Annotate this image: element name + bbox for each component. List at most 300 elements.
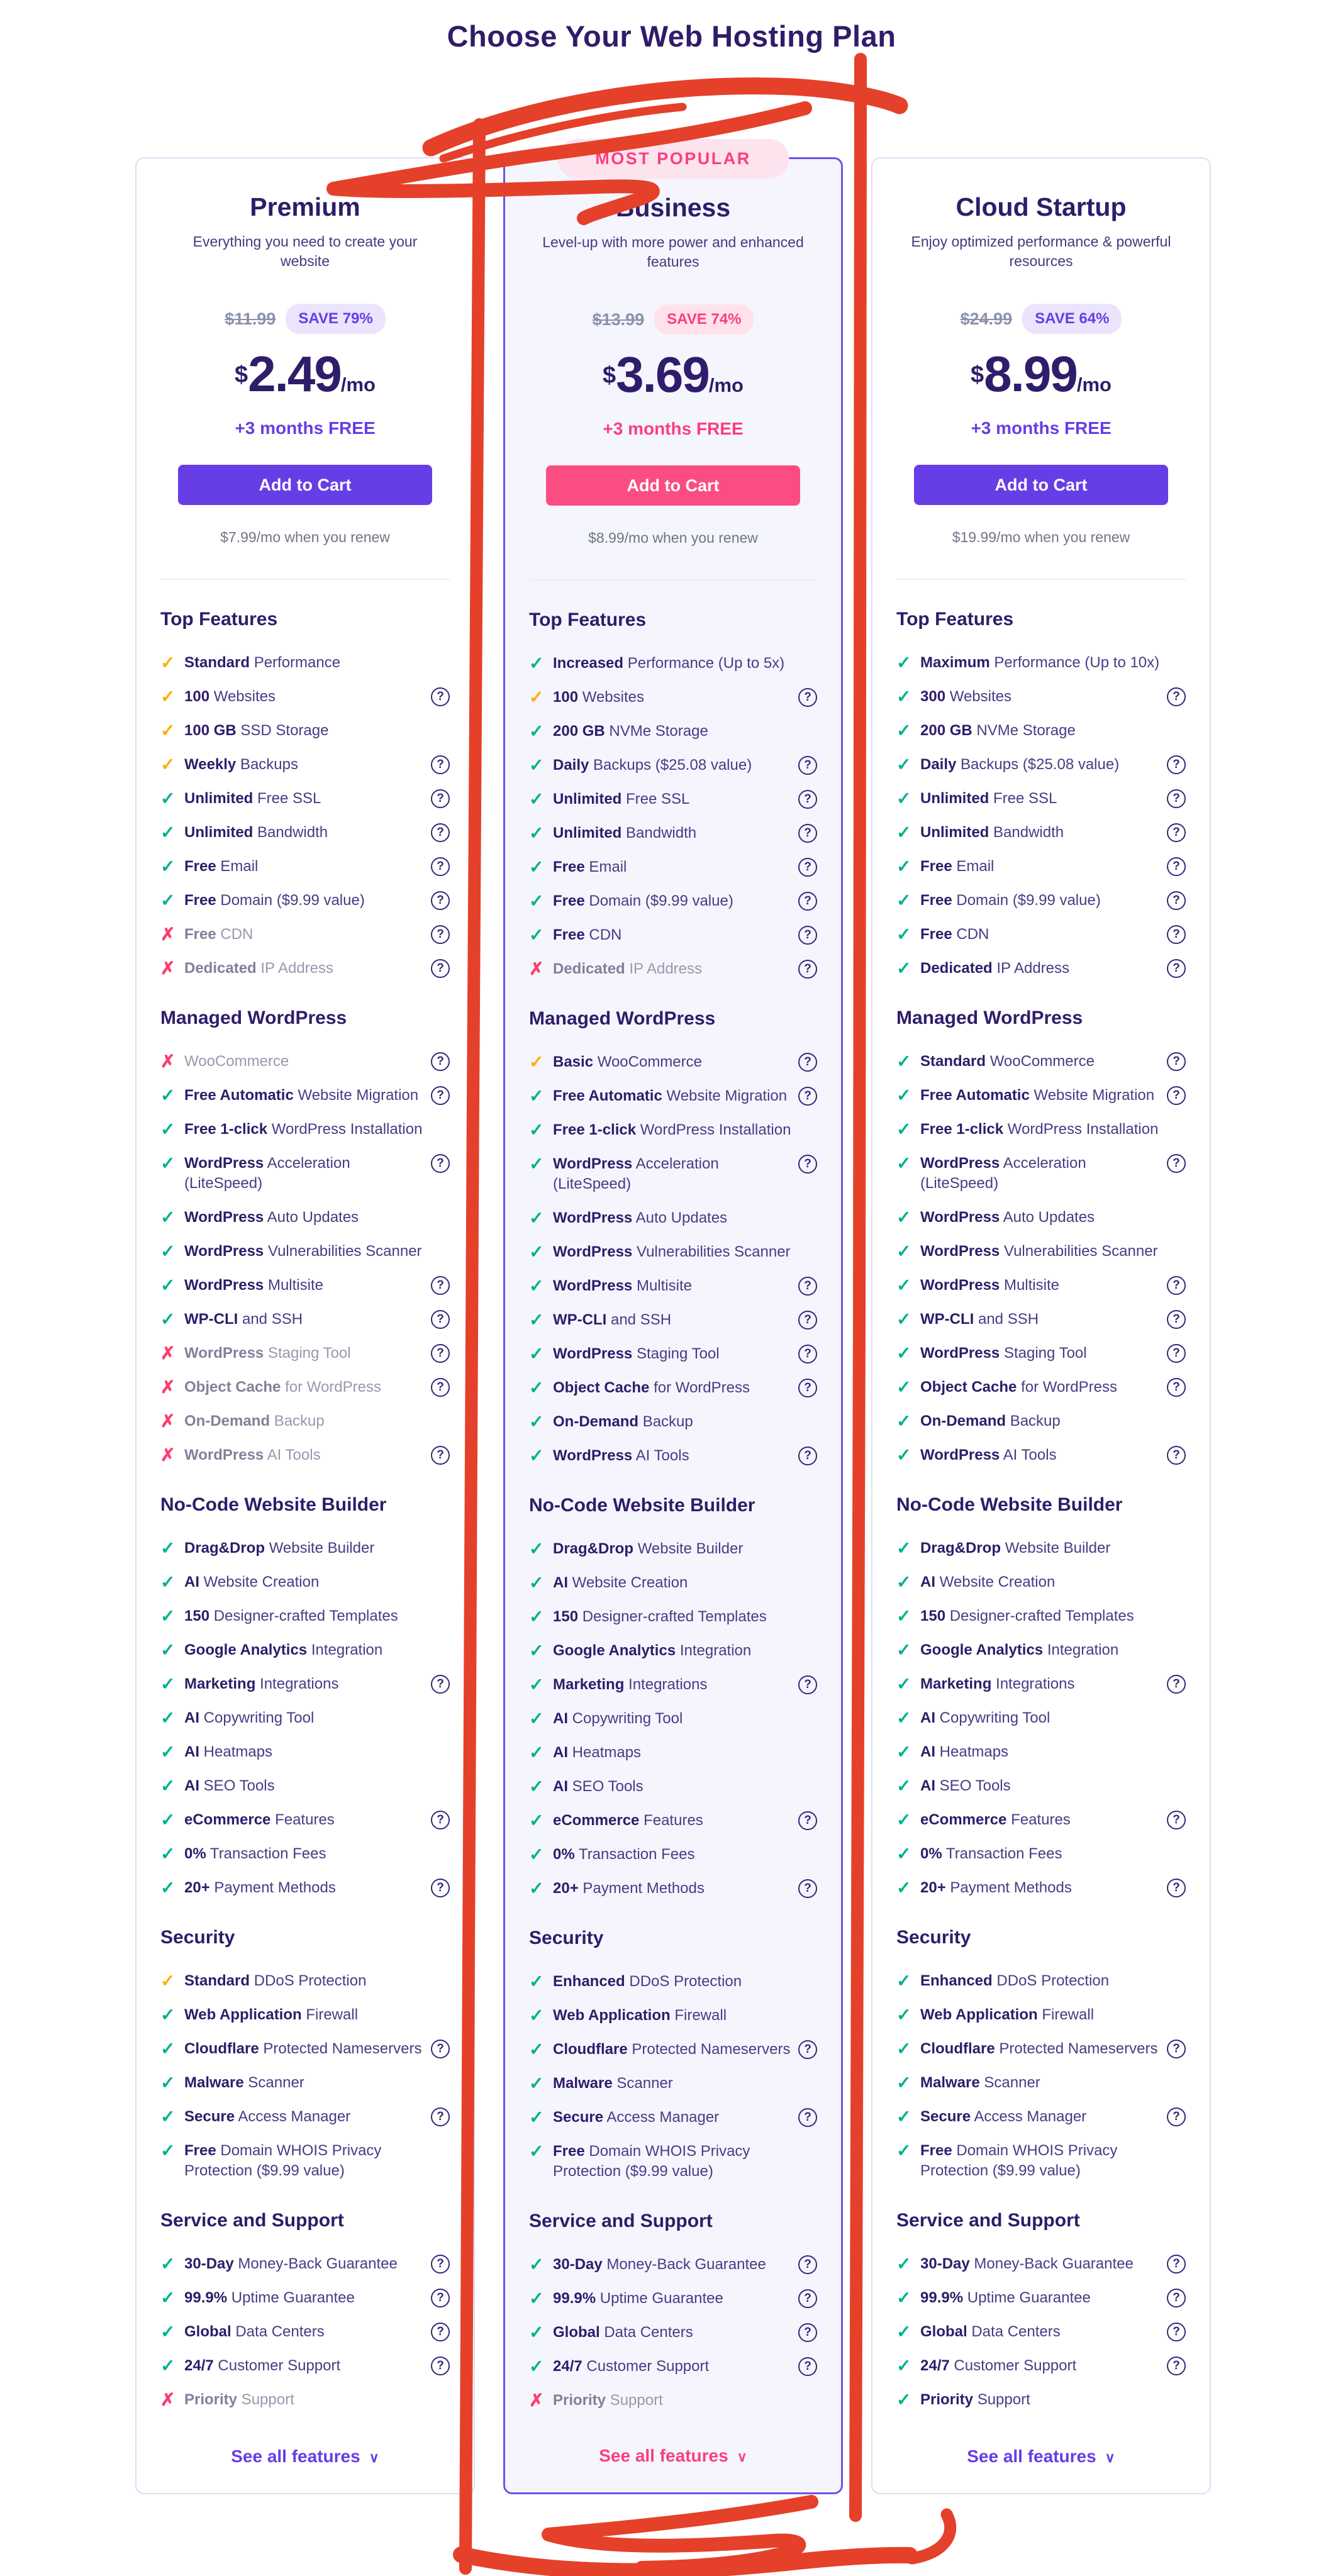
help-icon[interactable]: [431, 925, 450, 944]
renewal-price-note: $19.99/mo when you renew: [952, 529, 1130, 545]
help-icon[interactable]: [798, 1087, 817, 1106]
cross-icon: ✗: [160, 924, 176, 944]
help-icon[interactable]: [798, 824, 817, 843]
help-icon[interactable]: [798, 1155, 817, 1174]
help-icon[interactable]: [431, 1675, 450, 1694]
feature-row: [896, 823, 1186, 843]
feature-bold: Weekly: [184, 756, 237, 773]
plan-card: [503, 149, 843, 2494]
help-icon[interactable]: [431, 755, 450, 774]
feature-rest: Money-Back Guarantee: [238, 2255, 398, 2272]
feature-bold: Object Cache: [184, 1379, 281, 1396]
feature-rest: WordPress Installation: [1007, 1121, 1159, 1138]
feature-bold: 24/7: [920, 2357, 950, 2374]
feature-bold: WordPress: [553, 1345, 633, 1362]
feature-rest: DDoS Protection: [629, 1973, 742, 1990]
check-icon: ✓: [529, 1539, 544, 1558]
help-icon[interactable]: [798, 1345, 817, 1363]
feature-bold: Free Automatic: [920, 1087, 1030, 1104]
help-icon[interactable]: [1167, 2357, 1186, 2375]
check-icon: ✓: [529, 925, 544, 945]
feature-list: [529, 1052, 817, 1466]
feature-row: [896, 1445, 1186, 1465]
price-amount: 8.99: [984, 346, 1077, 402]
help-icon[interactable]: [1167, 1378, 1186, 1397]
feature-bold: Google Analytics: [184, 1641, 308, 1658]
help-icon[interactable]: [798, 2323, 817, 2342]
feature-bold: Daily: [553, 757, 589, 774]
feature-rest: Free SSL: [257, 790, 321, 807]
feature-row: [896, 653, 1186, 673]
feature-bold: Free: [920, 2142, 952, 2159]
section-heading: No-Code Website Builder: [896, 1494, 1123, 1515]
check-icon: ✓: [160, 1538, 176, 1558]
feature-list: [896, 2254, 1186, 2410]
check-icon: ✓: [896, 1810, 911, 1829]
feature-row: [896, 1119, 1186, 1140]
feature-row: [529, 1777, 817, 1797]
feature-rest: Uptime Guarantee: [967, 2289, 1091, 2306]
help-icon[interactable]: [798, 1311, 817, 1330]
help-icon[interactable]: [798, 2289, 817, 2308]
check-icon: ✓: [896, 1708, 911, 1728]
help-icon[interactable]: [1167, 959, 1186, 978]
feature-bold: Free 1-click: [920, 1121, 1004, 1138]
help-icon[interactable]: [431, 1276, 450, 1295]
help-icon[interactable]: [1167, 2107, 1186, 2126]
feature-rest: Customer Support: [586, 2358, 710, 2375]
feature-rest: Data Centers: [971, 2323, 1061, 2340]
feature-row: [160, 1208, 450, 1228]
check-icon: ✓: [160, 2322, 176, 2341]
currency-symbol: $: [971, 362, 984, 388]
feature-bold: eCommerce: [553, 1812, 640, 1829]
feature-row: [896, 1971, 1186, 1991]
feature-bold: Web Application: [920, 2006, 1038, 2023]
help-icon[interactable]: [431, 1344, 450, 1363]
section-heading: Security: [160, 1927, 235, 1948]
help-icon[interactable]: [798, 1879, 817, 1898]
check-icon: ✓: [529, 1378, 544, 1397]
section-heading: Top Features: [896, 609, 1014, 630]
help-icon[interactable]: [1167, 823, 1186, 842]
help-icon[interactable]: [798, 1379, 817, 1397]
check-icon: ✓: [896, 2390, 911, 2409]
feature-row: [529, 1607, 817, 1627]
help-icon[interactable]: [798, 1675, 817, 1694]
feature-bold: On-Demand: [184, 1413, 270, 1430]
feature-bold: 20+: [553, 1880, 579, 1897]
help-icon[interactable]: [431, 2289, 450, 2307]
feature-bold: Marketing: [553, 1676, 625, 1693]
help-icon[interactable]: [431, 1811, 450, 1829]
check-icon: ✓: [529, 2357, 544, 2376]
chevron-down-icon: ∨: [1105, 2450, 1115, 2465]
see-all-label: See all features: [599, 2446, 728, 2465]
help-icon[interactable]: [1167, 2289, 1186, 2307]
feature-rest: Website Migration: [298, 1087, 419, 1104]
help-icon[interactable]: [431, 2255, 450, 2273]
feature-row: [896, 857, 1186, 877]
feature-row: [160, 1640, 450, 1660]
feature-sections: [160, 580, 450, 2424]
feature-bold: AI: [920, 1743, 935, 1760]
currency-symbol: $: [235, 362, 248, 388]
feature-bold: Global: [553, 2324, 600, 2341]
help-icon[interactable]: [798, 688, 817, 707]
feature-bold: 24/7: [184, 2357, 214, 2374]
feature-bold: AI: [553, 1710, 568, 1727]
check-icon: ✓: [896, 1309, 911, 1329]
help-icon[interactable]: [431, 1378, 450, 1397]
help-icon[interactable]: [798, 2040, 817, 2059]
feature-row: [529, 1972, 817, 1992]
check-icon: ✓: [896, 1640, 911, 1660]
help-icon[interactable]: [431, 1154, 450, 1173]
feature-rest: AI Tools: [267, 1446, 321, 1463]
feature-bold: Priority: [920, 2391, 974, 2408]
feature-list: [896, 1971, 1186, 2181]
feature-bold: eCommerce: [920, 1811, 1007, 1828]
see-all-features-link[interactable]: [529, 2424, 817, 2466]
check-icon: ✓: [529, 653, 544, 673]
check-icon: ✓: [160, 789, 176, 808]
feature-row: [896, 1640, 1186, 1660]
help-icon[interactable]: [431, 891, 450, 910]
feature-section: [896, 1008, 1186, 1465]
feature-bold: WordPress: [920, 1345, 1000, 1362]
price-amount: 3.69: [616, 347, 709, 402]
check-icon: ✓: [896, 1411, 911, 1431]
feature-rest: Money-Back Guarantee: [974, 2255, 1134, 2272]
feature-bold: 100 GB: [184, 722, 237, 739]
check-icon: ✓: [896, 1052, 911, 1071]
feature-bold: AI: [184, 1574, 199, 1591]
check-icon: ✓: [529, 857, 544, 877]
price-period: /mo: [340, 374, 376, 396]
feature-list: [529, 1539, 817, 1899]
feature-rest: Performance: [254, 654, 341, 671]
feature-row: [896, 1085, 1186, 1106]
see-all-features-link[interactable]: [160, 2425, 450, 2467]
feature-rest: Integrations: [628, 1676, 708, 1693]
check-icon: ✓: [529, 1811, 544, 1830]
add-to-cart-button[interactable]: Add to Cart: [546, 465, 800, 506]
feature-rest: NVMe Storage: [976, 722, 1076, 739]
feature-row: [529, 1378, 817, 1398]
help-icon[interactable]: [431, 1052, 450, 1071]
help-icon[interactable]: [1167, 1276, 1186, 1295]
check-icon: ✓: [896, 823, 911, 842]
feature-row: [160, 1878, 450, 1898]
feature-bold: WordPress: [184, 1209, 264, 1226]
feature-row: [896, 1606, 1186, 1626]
feature-rest: Domain ($9.99 value): [589, 892, 733, 909]
chevron-down-icon: ∨: [737, 2449, 747, 2465]
feature-bold: Dedicated: [553, 960, 625, 977]
feature-bold: Unlimited: [553, 824, 622, 841]
feature-row: [160, 1674, 450, 1694]
plan-tagline: Level-up with more power and enhanced features: [542, 234, 804, 270]
check-icon: ✓: [160, 1275, 176, 1295]
check-icon: ✓: [529, 2289, 544, 2308]
check-icon: ✓: [896, 1085, 911, 1105]
help-icon[interactable]: [1167, 1879, 1186, 1897]
feature-bold: Enhanced: [920, 1972, 993, 1989]
feature-rest: Backup: [274, 1413, 325, 1430]
help-icon[interactable]: [798, 2357, 817, 2376]
help-icon[interactable]: [798, 756, 817, 775]
most-popular-badge: MOST POPULAR: [557, 139, 789, 179]
help-icon[interactable]: [1167, 891, 1186, 910]
feature-row: [896, 1275, 1186, 1296]
check-icon: ✓: [529, 1573, 544, 1592]
feature-bold: AI: [553, 1574, 568, 1591]
cross-icon: ✗: [529, 959, 544, 979]
feature-bold: 30-Day: [184, 2255, 234, 2272]
feature-bold: On-Demand: [920, 1413, 1006, 1430]
help-icon[interactable]: [1167, 1154, 1186, 1173]
help-icon[interactable]: [798, 960, 817, 979]
help-icon[interactable]: [431, 2357, 450, 2375]
help-icon[interactable]: [798, 926, 817, 945]
feature-row: [896, 1674, 1186, 1694]
feature-bold: WordPress: [553, 1155, 633, 1172]
feature-bold: Secure: [184, 2108, 235, 2125]
feature-bold: 20+: [920, 1879, 946, 1896]
feature-rest: Customer Support: [218, 2357, 341, 2374]
check-icon: ✓: [160, 1674, 176, 1694]
feature-rest: Performance (Up to 5x): [627, 655, 785, 672]
feature-row: [160, 1810, 450, 1830]
feature-rest: Acceleration (LiteSpeed): [184, 1155, 350, 1192]
feature-rest: IP Address: [629, 960, 703, 977]
feature-bold: WordPress: [184, 1243, 264, 1260]
help-icon[interactable]: [798, 2255, 817, 2274]
help-icon[interactable]: [1167, 1675, 1186, 1694]
feature-rest: Heatmaps: [572, 1744, 642, 1761]
help-icon[interactable]: [431, 1446, 450, 1465]
feature-bold: AI: [553, 1744, 568, 1761]
check-icon: ✓: [896, 755, 911, 774]
check-icon: ✓: [896, 2356, 911, 2375]
check-icon: ✓: [896, 2254, 911, 2273]
feature-rest: Transaction Fees: [209, 1845, 326, 1862]
feature-rest: Protected Nameservers: [632, 2041, 791, 2058]
feature-bold: AI: [184, 1709, 199, 1726]
plan-name: Cloud Startup: [956, 192, 1127, 221]
feature-bold: 99.9%: [553, 2290, 596, 2307]
feature-section: [160, 1494, 450, 1898]
feature-rest: IP Address: [996, 960, 1070, 977]
feature-bold: Free: [553, 892, 585, 909]
feature-rest: Auto Updates: [267, 1209, 359, 1226]
feature-section: [529, 2211, 817, 2411]
help-icon[interactable]: [431, 2040, 450, 2058]
feature-row: [160, 1445, 450, 1465]
feature-section: [529, 1008, 817, 1466]
check-icon: ✓: [896, 924, 911, 944]
help-icon[interactable]: [1167, 2040, 1186, 2058]
feature-row: [896, 1153, 1186, 1194]
feature-row: [529, 1709, 817, 1729]
help-icon[interactable]: [1167, 789, 1186, 808]
feature-bold: Object Cache: [920, 1379, 1017, 1396]
feature-section: [529, 1495, 817, 1899]
check-icon: ✓: [896, 1971, 911, 1990]
add-to-cart-button[interactable]: Add to Cart: [914, 465, 1169, 505]
help-icon[interactable]: [798, 858, 817, 877]
feature-bold: 200 GB: [920, 722, 972, 739]
feature-row: [160, 755, 450, 775]
help-icon[interactable]: [431, 1310, 450, 1329]
feature-rest: Acceleration (LiteSpeed): [920, 1155, 1086, 1192]
feature-row: [896, 1411, 1186, 1431]
feature-bold: On-Demand: [553, 1413, 639, 1430]
feature-list: [160, 653, 450, 979]
feature-bold: Object Cache: [553, 1379, 650, 1396]
help-icon[interactable]: [431, 2323, 450, 2341]
help-icon[interactable]: [1167, 1086, 1186, 1105]
feature-rest: Integration: [1047, 1641, 1119, 1658]
feature-rest: Bandwidth: [993, 824, 1064, 841]
add-to-cart-button[interactable]: Add to Cart: [178, 465, 433, 505]
check-icon: ✓: [896, 2141, 911, 2160]
feature-row: [896, 687, 1186, 707]
feature-rest: Free SSL: [626, 791, 690, 808]
help-icon[interactable]: [1167, 687, 1186, 706]
check-icon: ✓: [896, 1275, 911, 1295]
feature-bold: Malware: [920, 2074, 980, 2091]
plan-tagline: Enjoy optimized performance & powerful resources: [911, 233, 1171, 269]
feature-row: [896, 1810, 1186, 1830]
feature-row: [529, 1052, 817, 1072]
check-icon: ✓: [896, 1445, 911, 1465]
feature-rest: Email: [956, 858, 995, 875]
feature-row: [896, 2039, 1186, 2059]
feature-bold: Basic: [553, 1053, 594, 1070]
feature-rest: Website Builder: [1005, 1540, 1111, 1557]
feature-bold: Marketing: [920, 1675, 992, 1692]
feature-bold: AI: [184, 1777, 199, 1794]
feature-row: [529, 1879, 817, 1899]
help-icon[interactable]: [1167, 1446, 1186, 1465]
check-icon: ✓: [896, 1776, 911, 1796]
cross-icon: ✗: [160, 1052, 176, 1071]
help-icon[interactable]: [1167, 2323, 1186, 2341]
see-all-features-link[interactable]: [896, 2425, 1186, 2467]
feature-bold: WordPress: [553, 1277, 633, 1294]
help-icon[interactable]: [431, 1086, 450, 1105]
help-icon[interactable]: [798, 2108, 817, 2127]
feature-rest: Access Manager: [606, 2109, 720, 2126]
feature-bold: 100: [184, 688, 210, 705]
help-icon[interactable]: [431, 687, 450, 706]
feature-rest: Access Manager: [238, 2108, 351, 2125]
check-icon: ✓: [160, 891, 176, 910]
feature-bold: WP-CLI: [184, 1311, 238, 1328]
feature-row: [529, 2289, 817, 2309]
feature-bold: WordPress: [920, 1277, 1000, 1294]
feature-rest: Protected Nameservers: [263, 2040, 422, 2057]
help-icon[interactable]: [1167, 2255, 1186, 2273]
help-icon[interactable]: [798, 1811, 817, 1830]
help-icon[interactable]: [431, 823, 450, 842]
feature-bold: Cloudflare: [920, 2040, 995, 2057]
help-icon[interactable]: [1167, 1344, 1186, 1363]
price-line: [529, 304, 817, 335]
feature-row: [160, 958, 450, 979]
feature-row: [896, 891, 1186, 911]
feature-row: [160, 1119, 450, 1140]
help-icon[interactable]: [1167, 925, 1186, 944]
feature-rest: Integrations: [996, 1675, 1075, 1692]
help-icon[interactable]: [798, 790, 817, 809]
feature-row: [160, 721, 450, 741]
feature-bold: WordPress: [184, 1446, 264, 1463]
bonus-months-free: +3 months FREE: [971, 418, 1112, 438]
help-icon[interactable]: [1167, 755, 1186, 774]
help-icon[interactable]: [431, 789, 450, 808]
feature-row: [529, 1242, 817, 1262]
section-heading: Security: [896, 1927, 971, 1948]
help-icon[interactable]: [431, 1879, 450, 1897]
check-icon: ✓: [529, 789, 544, 809]
check-icon: ✓: [160, 1572, 176, 1592]
feature-bold: Secure: [553, 2109, 604, 2126]
feature-row: [160, 924, 450, 945]
feature-row: [160, 789, 450, 809]
feature-rest: Money-Back Guarantee: [606, 2256, 766, 2273]
old-price: $13.99: [592, 309, 645, 329]
help-icon[interactable]: [431, 959, 450, 978]
feature-rest: Data Centers: [604, 2324, 693, 2341]
feature-row: [160, 2356, 450, 2376]
plan-card: [871, 157, 1211, 2494]
feature-list: [160, 1538, 450, 1898]
help-icon[interactable]: [1167, 1310, 1186, 1329]
feature-rest: Bandwidth: [626, 824, 697, 841]
feature-row: [160, 1052, 450, 1072]
feature-row: [160, 2254, 450, 2274]
feature-bold: 30-Day: [553, 2256, 603, 2273]
feature-rest: Features: [1011, 1811, 1071, 1828]
help-icon[interactable]: [798, 1277, 817, 1296]
feature-rest: Backups ($25.08 value): [961, 756, 1120, 773]
feature-rest: Auto Updates: [635, 1209, 728, 1226]
feature-rest: Integrations: [260, 1675, 339, 1692]
help-icon[interactable]: [431, 2107, 450, 2126]
check-icon: ✓: [896, 2322, 911, 2341]
feature-rest: Designer-crafted Templates: [582, 1608, 767, 1625]
help-icon[interactable]: [431, 857, 450, 876]
feature-rest: Domain WHOIS Privacy Protection ($9.99 value): [553, 2143, 750, 2180]
feature-rest: Domain ($9.99 value): [220, 892, 365, 909]
feature-bold: WP-CLI: [920, 1311, 974, 1328]
help-icon[interactable]: [1167, 1052, 1186, 1071]
check-icon: ✓: [529, 2323, 544, 2342]
help-icon[interactable]: [798, 1446, 817, 1465]
help-icon[interactable]: [1167, 857, 1186, 876]
help-icon[interactable]: [1167, 1811, 1186, 1829]
help-icon[interactable]: [798, 1053, 817, 1072]
feature-rest: Uptime Guarantee: [231, 2289, 355, 2306]
feature-row: [160, 1538, 450, 1558]
feature-sections: [529, 580, 817, 2424]
check-icon: ✓: [896, 1377, 911, 1397]
feature-bold: WordPress: [553, 1243, 633, 1260]
help-icon[interactable]: [798, 892, 817, 911]
